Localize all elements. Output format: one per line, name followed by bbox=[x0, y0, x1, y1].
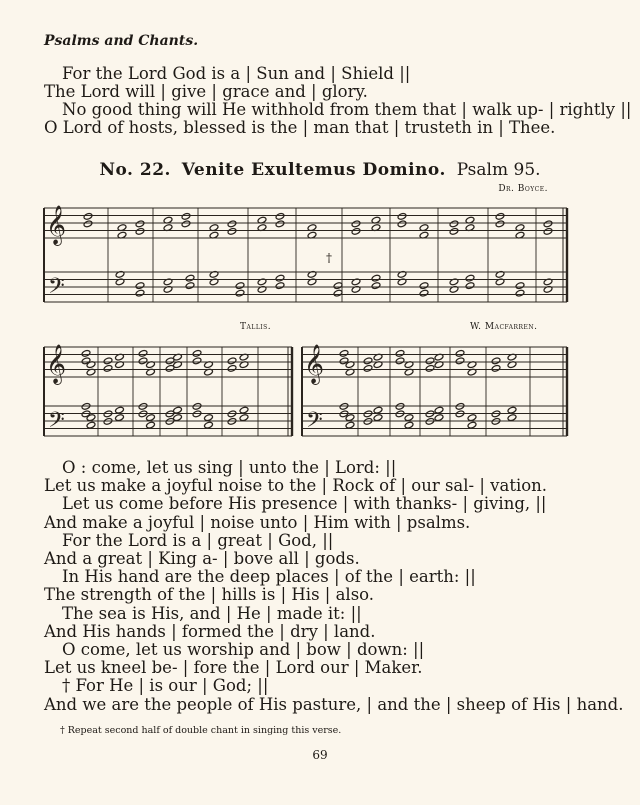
note-head bbox=[135, 282, 145, 290]
note-head bbox=[449, 220, 459, 228]
note-head bbox=[135, 220, 145, 228]
treble-clef-icon: 𝄞 bbox=[304, 344, 325, 384]
note-head bbox=[455, 349, 465, 357]
note-head bbox=[491, 357, 501, 365]
note-head bbox=[397, 212, 407, 220]
verse-line: Let us make a joyful noise to the | Rock of | our sal- | vation. bbox=[44, 476, 548, 496]
note-head bbox=[235, 289, 245, 297]
footnote: † Repeat second half of double chant in singing this verse. bbox=[60, 725, 342, 736]
treble-clef-icon: 𝄞 bbox=[46, 205, 67, 245]
note-head bbox=[515, 282, 525, 290]
note-head bbox=[227, 227, 237, 235]
composer-boyce: Dr. Boyce. bbox=[498, 184, 548, 194]
verse-line: And His hands | formed the | dry | land. bbox=[44, 621, 376, 641]
composer-macfarren: W. Macfarren. bbox=[470, 322, 538, 332]
note-head bbox=[371, 282, 381, 290]
note-head bbox=[204, 421, 214, 429]
note-head bbox=[425, 357, 435, 365]
note-head bbox=[115, 414, 125, 422]
chant-number: No. 22. bbox=[99, 160, 171, 180]
note-head bbox=[333, 282, 343, 290]
note-head bbox=[467, 421, 477, 429]
note-head bbox=[351, 227, 361, 235]
note-head bbox=[83, 220, 93, 228]
note-head bbox=[275, 220, 285, 228]
note-head bbox=[185, 274, 195, 282]
note-head bbox=[543, 220, 553, 228]
note-head bbox=[227, 220, 237, 228]
verse-line: For the Lord is a | great | God, || bbox=[62, 530, 334, 550]
note-head bbox=[363, 364, 373, 372]
page-number: 69 bbox=[312, 748, 328, 762]
verse-line: † For He | is our | God; || bbox=[62, 676, 269, 696]
note-head bbox=[103, 357, 113, 365]
note-head bbox=[138, 349, 148, 357]
note-head bbox=[495, 220, 505, 228]
note-head bbox=[239, 406, 249, 414]
note-head bbox=[275, 282, 285, 290]
note-head bbox=[181, 220, 191, 228]
note-head bbox=[397, 220, 407, 228]
bass-clef-icon: 𝄢 bbox=[48, 274, 65, 304]
note-head bbox=[543, 227, 553, 235]
note-head bbox=[495, 212, 505, 220]
note-head bbox=[275, 212, 285, 220]
note-head bbox=[434, 406, 444, 414]
chant-psalm: Psalm 95. bbox=[456, 160, 541, 180]
verse-line: The strength of the | hills is | His | also. bbox=[44, 585, 375, 605]
note-head bbox=[419, 289, 429, 297]
running-header: Psalms and Chants. bbox=[44, 33, 199, 49]
verse-line: O : come, let us sing | unto the | Lord: || bbox=[62, 458, 397, 477]
note-head bbox=[135, 227, 145, 235]
note-head bbox=[465, 274, 475, 282]
verse-line: Let us come before His presence | with thanks- | giving, || bbox=[62, 494, 547, 514]
note-head bbox=[86, 421, 96, 429]
verse-line: And a great | King a- | bove all | gods. bbox=[44, 549, 360, 568]
note-head bbox=[81, 357, 91, 365]
verse-line: And make a joyful | noise unto | Him with | psalms. bbox=[44, 512, 471, 532]
note-head bbox=[192, 349, 202, 357]
note-head bbox=[204, 414, 214, 422]
note-head bbox=[103, 364, 113, 372]
note-head bbox=[227, 357, 237, 365]
note-head bbox=[83, 212, 93, 220]
bass-clef-icon: 𝄢 bbox=[306, 408, 323, 438]
note-head bbox=[275, 274, 285, 282]
note-head bbox=[115, 406, 125, 414]
bass-clef-icon: 𝄢 bbox=[48, 408, 65, 438]
note-head bbox=[373, 414, 383, 422]
note-head bbox=[419, 282, 429, 290]
note-head bbox=[507, 414, 517, 422]
dagger-mark: † bbox=[326, 251, 332, 265]
composer-tallis: Tallis. bbox=[240, 322, 272, 332]
note-head bbox=[339, 349, 349, 357]
note-head bbox=[239, 414, 249, 422]
note-head bbox=[173, 406, 183, 414]
note-head bbox=[185, 282, 195, 290]
note-head bbox=[363, 357, 373, 365]
note-head bbox=[192, 357, 202, 365]
note-head bbox=[515, 289, 525, 297]
treble-clef-icon: 𝄞 bbox=[46, 344, 67, 384]
verse-line: The sea is His, and | He | made it: || bbox=[62, 603, 362, 623]
note-head bbox=[404, 421, 414, 429]
note-head bbox=[235, 282, 245, 290]
intro-line-1: For the Lord God is a | Sun and | Shield || bbox=[62, 64, 411, 83]
intro-line-3: No good thing will He withhold from them that | walk up- | rightly || bbox=[62, 100, 632, 119]
note-head bbox=[404, 414, 414, 422]
note-head bbox=[491, 364, 501, 372]
note-head bbox=[135, 289, 145, 297]
note-head bbox=[227, 364, 237, 372]
intro-line-4: O Lord of hosts, blessed is the | man that | trusteth in | Thee. bbox=[44, 118, 556, 137]
note-head bbox=[507, 406, 517, 414]
chant-name: Venite Exultemus Domino. bbox=[181, 160, 446, 180]
note-head bbox=[455, 357, 465, 365]
verse-line: In His hand are the deep places | of the | earth: || bbox=[62, 567, 476, 587]
verse-line: And we are the people of His pasture, | and the | sheep of His | hand. bbox=[44, 694, 624, 714]
note-head bbox=[351, 220, 361, 228]
note-head bbox=[345, 421, 355, 429]
note-head bbox=[449, 227, 459, 235]
note-head bbox=[146, 421, 156, 429]
note-head bbox=[434, 414, 444, 422]
intro-line-2: The Lord will | give | grace and | glory. bbox=[44, 82, 368, 101]
note-head bbox=[465, 282, 475, 290]
verse-line: O come, let us worship and | bow | down: || bbox=[62, 640, 425, 659]
note-head bbox=[86, 414, 96, 422]
note-head bbox=[425, 364, 435, 372]
note-head bbox=[373, 406, 383, 414]
note-head bbox=[467, 414, 477, 422]
note-head bbox=[395, 349, 405, 357]
note-head bbox=[371, 274, 381, 282]
note-head bbox=[333, 289, 343, 297]
note-head bbox=[395, 357, 405, 365]
verse-line: Let us kneel be- | fore the | Lord our | Maker. bbox=[44, 658, 423, 678]
note-head bbox=[81, 349, 91, 357]
note-head bbox=[181, 212, 191, 220]
